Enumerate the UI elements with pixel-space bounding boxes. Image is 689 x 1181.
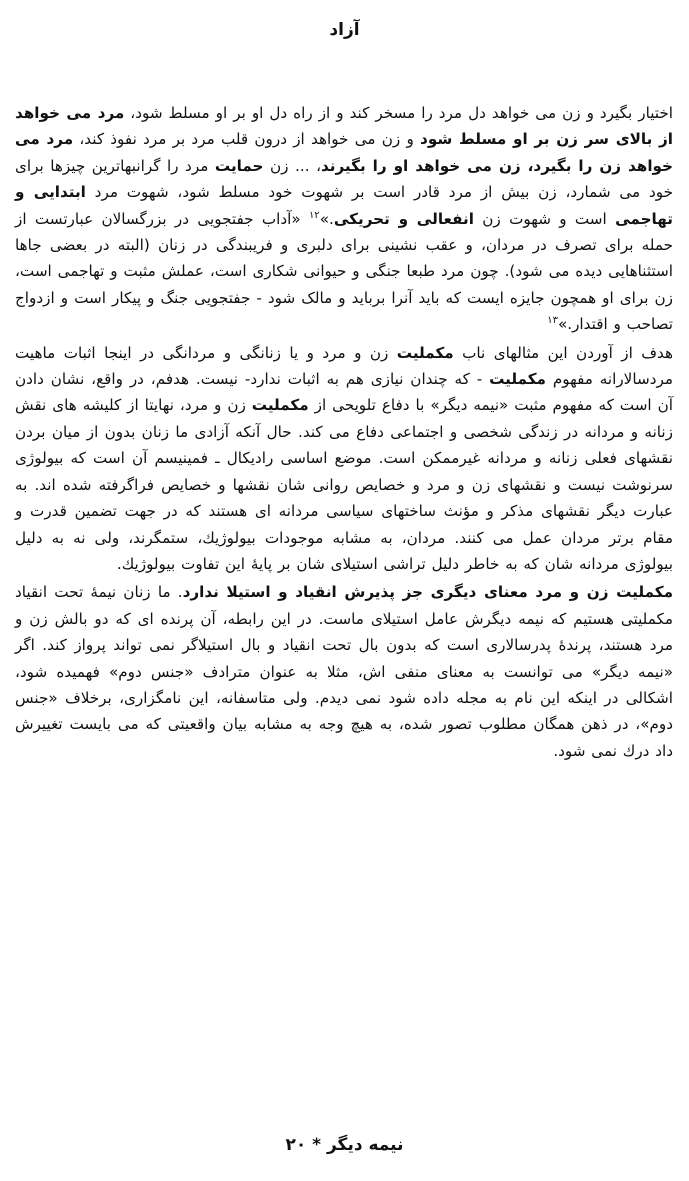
body-text: زن و مرد، نهایتا از کلیشه های نقش زنانه و مردانه در زندگی شخصی و اجتماعی دفاع می کند. حال آنکه آزادی ما زنان بدون از میان بردن نقشهای فعلی زنانه و مردانه غیرممکن است. موضع اساسی رادیکال ـ فمینیسم آن است که بیولوژی سرنوشت نیست و نقشهای زن و مرد و خصایص روانی شان نقشها و خصایص فراگرفته شده اند. به عبارت دیگر نقشهای مذکر و مؤنث ساختهای سیاسی مردانه ای هستند که در جهت تضمین قدرت و مقام برتر مردان عمل می کنند. مردان، به مشابه موجودات بیولوژیك، ستمگرند، ولی نه به دلیل بیولوژی مردانه شان که به خاطر دلیل تراشی استیلای شان بر پایهٔ این تفاوت بیولوژیك. bbox=[15, 396, 673, 573]
body-text: زن و مرد و یا زنانگی و مردانگی در اینجا اثبات ماهیت مردسالارانه مفهوم bbox=[15, 343, 673, 389]
emphasis-text: مکملیت زن و مرد معنای دیگری جز پذیرش انقیاد و استیلا ندارد bbox=[182, 583, 673, 602]
body-text: است و شهوت زن bbox=[473, 209, 616, 228]
paragraph-3 bbox=[15, 579, 673, 764]
emphasis-text: مکملیت bbox=[489, 370, 546, 389]
emphasis-text: مرد می خواهد از بالای سر زن بر او مسلط شود bbox=[15, 104, 673, 149]
emphasis-text: حمایت bbox=[214, 156, 264, 175]
emphasis-text: مرد می خواهد زن را بگیرد، زن می خواهد او را بگیرند bbox=[15, 130, 674, 175]
body-text: مرد را گرانبهاترین چیزها برای خود می شمارد، زن بیش از مرد قادر است بر شهوت خود مسلط شود، شهوت مرد bbox=[15, 156, 673, 202]
body-text: - که چندان نیازی هم به اثبات ندارد- نیست. هدفم، در واقع، نشان دادن آن است که مفهوم مثبت «نیمه دیگر» با دفاع تلویحی از bbox=[15, 370, 673, 415]
emphasis-text: انفعالی و تحریکی bbox=[333, 209, 474, 228]
page-footer: نیمه دیگر * ۲۰ bbox=[285, 1135, 404, 1155]
footnote-ref: ۱۳ bbox=[547, 315, 558, 327]
running-header: آزاد bbox=[329, 20, 360, 40]
emphasis-text: مکملیت bbox=[396, 343, 454, 362]
emphasis-text: مکملیت bbox=[251, 396, 309, 415]
body-text: هدف از آوردن این مثالهای ناب bbox=[453, 343, 673, 362]
paragraph-2 bbox=[15, 340, 673, 578]
footnote-ref: ۱۲ bbox=[308, 209, 320, 221]
body-text: اختیار بگیرد و زن می خواهد دل مرد را مسخر کند و از راه دل او بر او مسلط شود، bbox=[124, 104, 673, 122]
paragraph-1 bbox=[15, 100, 673, 338]
body-text: و زن می خواهد از درون قلب مرد بر مرد نفوذ کند، bbox=[73, 130, 421, 149]
body-text: «آداب جفتجویی در بزرگسالان عبارتست از حمله برای تصرف در مردان، و عقب نشینی برای دلبری و فریبندگی در زنان (البته در بعضی جاها استثناهایی دیده می شود). چون مرد طبعا جنگی و حیوانی شکاری است، عملش مثبت و تهاجمی است، زن برای او همچون جایزه ایست که باید آنرا برباید و مالک شود - جفتجویی جنگ و پیکار است و ازدواج تصاحب و اقتدار.» bbox=[15, 209, 673, 334]
body-text: ، ... زن bbox=[263, 156, 321, 175]
body-text: . ما زنان نیمهٔ تحت انقیاد مکملیتی هستیم که نیمه دیگرش عامل استیلای ماست. در این رابطه، آن پرنده ای که دو بالش زن و مرد هستند، پرندهٔ پدرسالاری است که بدون بال تحت انقیاد و بال استیلاگر نمی تواند پرواز کند. اگر «نیمه دیگر» می توانست به معنای منفی اش، مثلا به عنوان مترادف «جنس دوم» فهمیده شود، اشکالی در اینکه این نام به مجله داده شود نمی دیدم. ولی متاسفانه، این نامگزاری، برخلاف «جنس دوم»، در ذهن همگان مطلوب تصور شده، به هیچ وجه به مشابه بیان واقعیتی که می بایست تغییرش داد درك نمی شود. bbox=[15, 583, 673, 760]
body-text: .» bbox=[319, 209, 334, 228]
emphasis-text: ابتدایی و تهاجمی bbox=[15, 183, 673, 228]
page-body bbox=[15, 100, 673, 764]
